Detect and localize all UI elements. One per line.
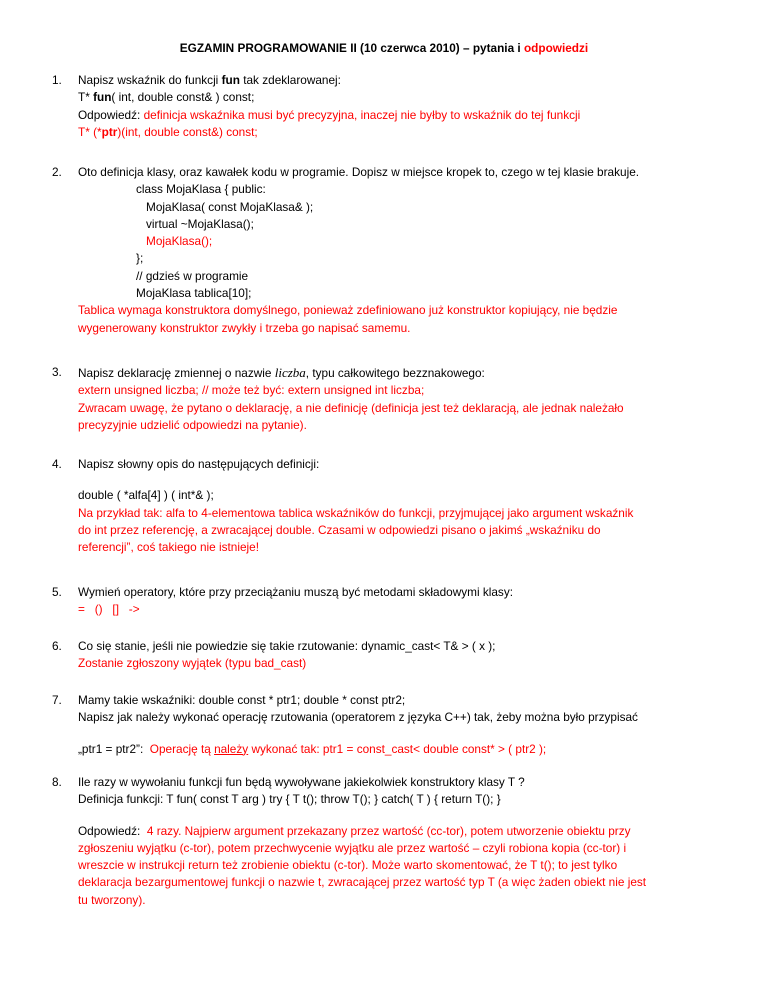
question-prompt: Wymień operatory, które przy przeciążaniu muszą być metodami składowymi klasy: [78, 585, 513, 599]
title-highlight: odpowiedzi [523, 41, 589, 55]
code-line: MojaKlasa tablica[10]; [136, 286, 252, 301]
question-6 [52, 638, 742, 673]
answer-line: do int przez referencję, a zwracającej double. Czasami w odpowiedzi pisano o jakimś „wskaźniku do [78, 522, 601, 537]
question-8 [52, 774, 742, 909]
question-prompt: Napisz słowny opis do następujących definicji: [78, 457, 320, 471]
question-prompt: Co się stanie, jeśli nie powiedzie się takie rzutowanie: dynamic_cast< T& > ( x ); [78, 639, 496, 653]
answer-line: Odpowiedź: definicja wskaźnika musi być precyzyjna, inaczej nie byłby to wskaźnik do tej funkcji [78, 107, 581, 122]
answer-line: wreszcie w instrukcji return też zrobienie obiektu (c-tor). Może warto skomentować, że T t(); to jest tylko [78, 858, 618, 873]
question-1 [52, 72, 742, 141]
question-number: 7. [52, 693, 62, 707]
page-title [0, 40, 768, 57]
question-prompt: Oto definicja klasy, oraz kawałek kodu w programie. Dopisz w miejsce kropek to, czego w tej klasie brakuje. [78, 165, 640, 179]
question-number: 5. [52, 585, 62, 599]
code-line: virtual ~MojaKlasa(); [146, 216, 254, 231]
code-line: T* fun( int, double const& ) const; [78, 90, 255, 105]
question-number: 1. [52, 73, 62, 87]
question-2 [52, 164, 742, 337]
answer-line: extern unsigned liczba; // może też być: extern unsigned int liczba; [78, 383, 425, 398]
question-7 [52, 692, 742, 758]
question-prompt: Napisz wskaźnik do funkcji fun tak zdeklarowanej: [78, 73, 341, 87]
question-prompt: Napisz jak należy wykonać operację rzutowania (operatorem z języka C++) tak, żeby można było przypisać [78, 710, 638, 725]
code-line: class MojaKlasa { public: [136, 182, 266, 197]
answer-line: zgłoszeniu wyjątku (c-tor), potem przechwycenie wyjątku ale przez wartość – czyli robiona kopia (cc-tor) i [78, 840, 627, 855]
question-number: 8. [52, 775, 62, 789]
answer-line: Na przykład tak: alfa to 4-elementowa tablica wskaźników do funkcji, przyjmującej jako argument wskaźnik [78, 505, 634, 520]
answer-line: Odpowiedź: 4 razy. Najpierw argument przekazany przez wartość (cc-tor), potem utworzenie obiektu przy [78, 823, 631, 838]
answer-line: referencji”, coś takiego nie istnieje! [78, 540, 259, 555]
question-prompt: Mamy takie wskaźniki: double const * ptr1; double * const ptr2; [78, 693, 406, 707]
answer-line: tu tworzony). [78, 892, 146, 907]
question-5 [52, 584, 742, 619]
answer-line: = () [] -> [78, 602, 140, 617]
answer-line: Zostanie zgłoszony wyjątek (typu bad_cast) [78, 656, 307, 671]
question-4 [52, 456, 742, 556]
code-line: MojaKlasa( const MojaKlasa& ); [146, 199, 314, 214]
question-number: 6. [52, 639, 62, 653]
code-line: // gdzieś w programie [136, 268, 249, 283]
answer-line: wygenerowany konstruktor zwykły i trzeba go napisać samemu. [78, 320, 411, 335]
question-number: 3. [52, 365, 62, 379]
answer-code: MojaKlasa(); [146, 234, 213, 249]
title-main: EGZAMIN PROGRAMOWANIE II (10 czerwca 2010) – pytania i [179, 41, 524, 55]
question-number: 4. [52, 457, 62, 471]
answer-line: precyzyjnie udzielić odpowiedzi na pytanie). [78, 417, 307, 432]
answer-line: „ptr1 = ptr2”: Operację tą należy wykonać tak: ptr1 = const_cast< double const* > ( ptr2 ); [78, 741, 547, 756]
question-3 [52, 364, 742, 434]
question-number: 2. [52, 165, 62, 179]
question-prompt: Definicja funkcji: T fun( const T arg ) try { T t(); throw T(); } catch( T ) { return T(); } [78, 792, 501, 807]
answer-line: Tablica wymaga konstruktora domyślnego, ponieważ zdefiniowano już konstruktor kopiujący, nie będzie [78, 303, 618, 318]
code-line: double ( *alfa[4] ) ( int*& ); [78, 488, 214, 503]
answer-code: T* (*ptr)(int, double const&) const; [78, 124, 258, 139]
question-prompt: Ile razy w wywołaniu funkcji fun będą wywoływane jakiekolwiek konstruktory klasy T ? [78, 775, 525, 789]
answer-line: deklaracja bezargumentowej funkcji o nazwie t, zwracającej przez wartość typ T (a więc żaden obiekt nie jest [78, 875, 647, 890]
question-prompt: Napisz deklarację zmiennej o nazwie liczba, typu całkowitego bezznakowego: [78, 365, 485, 380]
code-line: }; [136, 251, 144, 266]
answer-line: Zwracam uwagę, że pytano o deklarację, a nie definicję (definicja jest też deklaracją, ale jednak należało [78, 400, 624, 415]
